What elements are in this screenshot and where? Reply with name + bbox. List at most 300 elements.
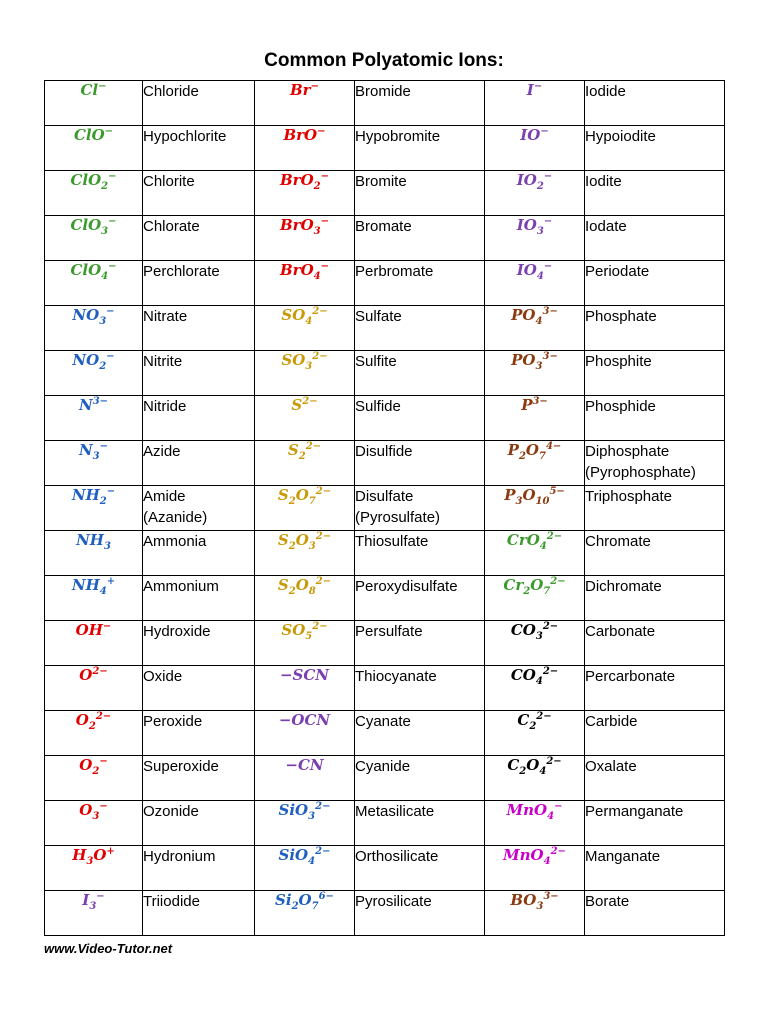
- ion-formula: [485, 441, 585, 486]
- ion-charge: 3−: [543, 891, 559, 902]
- ion-name: [355, 306, 485, 351]
- formula-element: P: [521, 396, 533, 414]
- ion-name: [585, 486, 725, 531]
- formula-subscript: 3: [92, 811, 100, 822]
- ion-formula: [45, 846, 143, 891]
- formula-subscript: 7: [543, 586, 551, 597]
- ion-formula: [485, 531, 585, 576]
- formula-element: O: [295, 486, 309, 504]
- formula-element: O: [79, 666, 93, 684]
- formula-subscript: 5: [305, 631, 313, 642]
- formula-element: −SCN: [279, 666, 330, 684]
- ion-charge: −: [320, 216, 329, 227]
- ion-charge: −: [108, 171, 117, 182]
- formula-element: NO: [72, 351, 100, 369]
- ion-charge: 2−: [315, 801, 331, 812]
- ion-name-text: Metasilicate: [355, 803, 435, 820]
- formula-element: CO: [510, 666, 536, 684]
- formula-element: I: [526, 81, 534, 99]
- ion-formula: [485, 711, 585, 756]
- table-row: [45, 666, 725, 711]
- ion-name: [355, 621, 485, 666]
- ion-formula: [255, 441, 355, 486]
- formula-element: BrO: [279, 171, 314, 189]
- ion-formula: [45, 711, 143, 756]
- ion-charge: +: [106, 576, 116, 587]
- formula-element: −OCN: [278, 711, 331, 729]
- ion-name: [355, 891, 485, 936]
- formula-element: IO: [520, 126, 541, 144]
- ion-name-text: Phosphate: [585, 308, 657, 325]
- formula-subscript: 4: [539, 766, 547, 777]
- ion-charge: 2−: [542, 666, 559, 677]
- ion-name: [143, 621, 255, 666]
- formula-subscript: 7: [308, 496, 316, 507]
- table-row: [45, 711, 725, 756]
- ion-formula: [45, 801, 143, 846]
- ion-name-text: Oxide: [143, 668, 183, 685]
- formula-subscript: 2: [313, 181, 321, 192]
- ion-formula: [45, 441, 143, 486]
- ion-charge: 2−: [95, 711, 112, 722]
- ion-formula: [45, 396, 143, 441]
- ion-formula: [45, 306, 143, 351]
- formula-subscript: 8: [308, 586, 316, 597]
- ion-name: [355, 396, 485, 441]
- ion-charge: −: [320, 261, 329, 272]
- ion-charge: +: [106, 846, 115, 857]
- ion-name-text: Permanganate: [585, 803, 684, 820]
- ion-charge: 2−: [312, 351, 328, 362]
- formula-element: IO: [516, 261, 537, 279]
- ion-charge: 2−: [305, 441, 322, 452]
- formula-element: N: [78, 396, 93, 414]
- formula-subscript: 2: [92, 766, 100, 777]
- formula-subscript: 4: [313, 271, 321, 282]
- ion-formula: [255, 216, 355, 261]
- ion-name: [143, 216, 255, 261]
- formula-subscript: 3: [89, 901, 97, 912]
- ion-charge: 2−: [315, 576, 332, 587]
- formula-element: PO: [511, 306, 536, 324]
- ion-formula: [255, 621, 355, 666]
- ion-name-text: Chlorate: [143, 218, 200, 235]
- ion-formula: [485, 171, 585, 216]
- ion-formula: [255, 396, 355, 441]
- formula-element: NH: [71, 486, 100, 504]
- table-row: [45, 306, 725, 351]
- ion-name-text: Hydronium: [143, 848, 216, 865]
- ion-charge: 2−: [315, 846, 331, 857]
- ion-charge: −: [106, 351, 115, 362]
- formula-element: SiO: [278, 801, 309, 819]
- ion-name-text: Peroxide: [143, 713, 203, 730]
- formula-element: N: [78, 441, 93, 459]
- ion-name-text: Cyanide: [355, 758, 411, 775]
- ion-formula: [45, 126, 143, 171]
- ion-formula: [45, 261, 143, 306]
- formula-element: Cr: [503, 576, 524, 594]
- ion-name-text: Oxalate: [585, 758, 637, 775]
- table-row: [45, 261, 725, 306]
- formula-element: C: [517, 711, 530, 729]
- ion-name-text: Superoxide: [143, 758, 219, 775]
- formula-subscript: 3: [308, 811, 316, 822]
- ion-name-text: Peroxydisulfate: [355, 578, 458, 595]
- ion-name: [143, 486, 255, 531]
- ion-name: [355, 666, 485, 711]
- ion-name-text: Ozonide: [143, 803, 199, 820]
- ion-name: [355, 756, 485, 801]
- formula-subscript: 2: [298, 451, 306, 462]
- ion-charge: −: [106, 486, 116, 497]
- ion-name-text: Thiocyanate: [355, 668, 437, 685]
- ion-charge: −: [543, 216, 553, 227]
- formula-element: CO: [510, 621, 536, 639]
- formula-subscript: 2: [518, 451, 526, 462]
- ion-name: [585, 711, 725, 756]
- ion-charge: −: [533, 81, 543, 92]
- ion-formula: [485, 846, 585, 891]
- formula-element: Cl: [80, 81, 99, 99]
- table-row: [45, 81, 725, 126]
- table-row: [45, 576, 725, 621]
- formula-subscript: 4: [547, 811, 555, 822]
- ion-name-text: Sulfate: [355, 308, 402, 325]
- ion-name-text: Iodite: [585, 173, 622, 190]
- ion-name: [585, 261, 725, 306]
- ion-formula: [485, 621, 585, 666]
- ion-formula: [255, 891, 355, 936]
- ion-name: [585, 351, 725, 396]
- ion-name-text: Periodate: [585, 263, 650, 280]
- formula-subscript: 4: [305, 316, 313, 327]
- formula-subscript: 3: [313, 226, 321, 237]
- formula-element: SO: [281, 621, 306, 639]
- formula-element: S: [277, 576, 289, 594]
- ion-name-text: Perbromate: [355, 263, 434, 280]
- formula-element: BrO: [279, 261, 314, 279]
- table-row: [45, 216, 725, 261]
- formula-subscript: 2: [529, 721, 537, 732]
- ion-charge: 2−: [542, 621, 559, 632]
- ion-name-text: Carbonate: [585, 623, 656, 640]
- ion-name: [585, 396, 725, 441]
- table-row: [45, 621, 725, 666]
- formula-element: S: [277, 531, 289, 549]
- formula-subscript: 3: [101, 226, 109, 237]
- table-row: [45, 171, 725, 216]
- ion-name: [355, 846, 485, 891]
- formula-element: O: [522, 486, 536, 504]
- ion-name: [143, 126, 255, 171]
- ion-name-text: Iodate: [585, 218, 627, 235]
- table-row: [45, 351, 725, 396]
- formula-subscript: 4: [543, 856, 551, 867]
- ion-name-text: Bromate: [355, 218, 412, 235]
- formula-element: O: [525, 441, 539, 459]
- formula-subscript: 2: [99, 361, 107, 372]
- ion-name: [585, 216, 725, 261]
- formula-subscript: 2: [288, 541, 296, 552]
- formula-element: O: [93, 846, 107, 864]
- ion-charge: −: [106, 306, 115, 317]
- ion-formula: [485, 891, 585, 936]
- ion-charge: 4−: [545, 441, 562, 452]
- ion-charge: −: [543, 171, 553, 182]
- ion-name: [143, 801, 255, 846]
- formula-subscript: 4: [99, 586, 107, 597]
- ion-name: [143, 531, 255, 576]
- formula-subscript: 3: [536, 226, 544, 237]
- ion-name-text: Disulfate: [355, 488, 414, 505]
- ion-charge: −: [99, 756, 108, 767]
- ion-name-text: Ammonia: [143, 533, 207, 550]
- ion-charge: −: [310, 81, 319, 92]
- ion-formula: [255, 81, 355, 126]
- ion-name-text: Persulfate: [355, 623, 423, 640]
- formula-element: SiO: [278, 846, 309, 864]
- ion-name-text: Chlorite: [143, 173, 195, 190]
- formula-element: ClO: [70, 171, 102, 189]
- ion-charge: −: [104, 126, 114, 137]
- ion-name-text: Dichromate: [585, 578, 662, 595]
- formula-element: O: [75, 711, 89, 729]
- ion-alt-name-text: (Azanide): [143, 509, 208, 526]
- ion-formula: [45, 351, 143, 396]
- ion-formula: [485, 756, 585, 801]
- ion-name: [585, 441, 725, 486]
- ion-name-text: Hydroxide: [143, 623, 211, 640]
- formula-element: IO: [516, 171, 537, 189]
- ion-charge: 2−: [550, 846, 566, 857]
- ion-formula: [45, 216, 143, 261]
- ion-formula: [255, 711, 355, 756]
- formula-subscript: 3: [536, 901, 544, 912]
- formula-element: SO: [281, 306, 306, 324]
- ion-name-text: Amide: [143, 488, 186, 505]
- ion-name-text: Hypoiodite: [585, 128, 656, 145]
- table-row: [45, 756, 725, 801]
- table-row: [45, 801, 725, 846]
- table-row: [45, 126, 725, 171]
- formula-element: O: [298, 891, 312, 909]
- ion-name: [143, 666, 255, 711]
- ion-formula: [45, 171, 143, 216]
- ion-name: [585, 171, 725, 216]
- formula-element: H: [72, 846, 87, 864]
- ion-charge: −: [99, 801, 108, 812]
- ion-charge: 3−: [92, 396, 109, 407]
- ion-name: [585, 576, 725, 621]
- formula-subscript: 4: [539, 541, 547, 552]
- ion-charge: 6−: [318, 891, 334, 902]
- ions-table-body: [45, 81, 725, 936]
- ion-formula: [255, 171, 355, 216]
- ion-charge: 2−: [312, 621, 328, 632]
- ion-formula: [45, 891, 143, 936]
- ion-charge: 3−: [532, 396, 548, 407]
- formula-subscript: 7: [311, 901, 319, 912]
- ion-charge: −: [317, 126, 326, 137]
- ion-name-text: Manganate: [585, 848, 661, 865]
- formula-element: ClO: [70, 261, 102, 279]
- ion-name-text: Perchlorate: [143, 263, 220, 280]
- formula-element: ClO: [73, 126, 105, 144]
- table-row: [45, 531, 725, 576]
- formula-subscript: 2: [99, 496, 107, 507]
- formula-element: NO: [72, 306, 100, 324]
- formula-subscript: 3: [103, 541, 111, 552]
- ion-formula: [485, 306, 585, 351]
- ion-charge: 2−: [536, 711, 552, 722]
- formula-element: O: [79, 801, 93, 819]
- ion-formula: [255, 351, 355, 396]
- ion-name: [355, 216, 485, 261]
- ion-charge: 2−: [315, 486, 332, 497]
- table-row: [45, 486, 725, 531]
- ion-formula: [255, 756, 355, 801]
- ion-charge: 2−: [312, 306, 328, 317]
- ion-charge: 2−: [550, 576, 566, 587]
- ion-charge: −: [554, 801, 563, 812]
- formula-element: I: [82, 891, 90, 909]
- ion-name-text: Diphosphate: [585, 443, 670, 460]
- formula-subscript: 3: [308, 541, 316, 552]
- ion-name: [585, 621, 725, 666]
- ion-formula: [255, 486, 355, 531]
- ion-name: [585, 126, 725, 171]
- ion-name-text: Carbide: [585, 713, 638, 730]
- formula-subscript: 2: [519, 766, 527, 777]
- ion-name: [355, 351, 485, 396]
- formula-subscript: 3: [92, 451, 100, 462]
- formula-element: O: [530, 576, 544, 594]
- ion-name: [355, 801, 485, 846]
- formula-subscript: 7: [539, 451, 546, 462]
- formula-subscript: 2: [536, 181, 544, 192]
- ion-formula: [485, 81, 585, 126]
- ion-name: [143, 396, 255, 441]
- ion-name-text: Chromate: [585, 533, 651, 550]
- ion-formula: [45, 81, 143, 126]
- ion-charge: −: [102, 621, 112, 632]
- ion-formula: [485, 576, 585, 621]
- formula-element: P: [507, 441, 519, 459]
- ion-name: [143, 171, 255, 216]
- ion-name-text: Orthosilicate: [355, 848, 439, 865]
- page-title: Common Polyatomic Ions:: [264, 50, 504, 71]
- ion-name-text: Nitride: [143, 398, 187, 415]
- formula-subscript: 4: [536, 271, 544, 282]
- ion-name-text: Sulfite: [355, 353, 397, 370]
- ion-name: [143, 306, 255, 351]
- formula-subscript: 3: [99, 316, 107, 327]
- ion-charge: 2−: [315, 531, 332, 542]
- ion-name: [143, 81, 255, 126]
- ion-formula: [255, 306, 355, 351]
- ion-name-text: Ammonium: [143, 578, 219, 595]
- ion-charge: 3−: [542, 351, 558, 362]
- formula-element: IO: [516, 216, 537, 234]
- ion-name: [143, 261, 255, 306]
- ion-name-text: Triphosphate: [585, 488, 672, 505]
- polyatomic-ions-table: [44, 80, 725, 936]
- formula-element: S: [287, 441, 299, 459]
- ion-name-text: Thiosulfate: [355, 533, 429, 550]
- ion-charge: −: [540, 126, 549, 137]
- formula-subscript: 2: [291, 901, 299, 912]
- ion-charge: 2−: [92, 666, 108, 677]
- formula-element: O: [295, 576, 309, 594]
- ion-charge: 2−: [546, 531, 563, 542]
- formula-element: O: [295, 531, 309, 549]
- formula-element: PO: [511, 351, 536, 369]
- ion-charge: −: [543, 261, 553, 272]
- ion-name-text: Bromite: [355, 173, 407, 190]
- ion-charge: −: [98, 81, 107, 92]
- ion-name: [143, 351, 255, 396]
- ion-name: [355, 171, 485, 216]
- ion-formula: [45, 621, 143, 666]
- ion-charge: 5−: [549, 486, 565, 497]
- ion-name-text: Hypobromite: [355, 128, 441, 145]
- ion-formula: [485, 801, 585, 846]
- formula-subscript: 4: [101, 271, 109, 282]
- ion-name: [143, 576, 255, 621]
- ion-name-text: Cyanate: [355, 713, 411, 730]
- ion-name: [585, 666, 725, 711]
- ion-name-text: Disulfide: [355, 443, 413, 460]
- formula-element: S: [291, 396, 303, 414]
- ion-name-text: Azide: [143, 443, 181, 460]
- ion-name: [143, 441, 255, 486]
- ion-name: [585, 756, 725, 801]
- ion-formula: [255, 666, 355, 711]
- formula-subscript: 3: [305, 361, 313, 372]
- ion-name: [143, 846, 255, 891]
- formula-subscript: 2: [88, 721, 96, 732]
- ion-name-text: Hypochlorite: [143, 128, 227, 145]
- table-row: [45, 441, 725, 486]
- ion-charge: −: [108, 216, 117, 227]
- formula-subscript: 4: [535, 676, 543, 687]
- formula-element: P: [504, 486, 516, 504]
- ion-charge: −: [108, 261, 117, 272]
- formula-element: O: [79, 756, 93, 774]
- ion-name: [585, 846, 725, 891]
- formula-element: BrO: [279, 216, 314, 234]
- ion-formula: [255, 846, 355, 891]
- ion-name: [355, 576, 485, 621]
- ion-formula: [255, 531, 355, 576]
- ion-formula: [485, 216, 585, 261]
- formula-element: −CN: [285, 756, 324, 774]
- ion-name: [355, 486, 485, 531]
- ion-name-text: Bromide: [355, 83, 411, 100]
- formula-element: NH: [71, 576, 100, 594]
- formula-element: MnO: [506, 801, 548, 819]
- formula-element: NH: [76, 531, 104, 549]
- ion-name-text: Percarbonate: [585, 668, 676, 685]
- ion-charge: −: [96, 891, 105, 902]
- ion-formula: [45, 756, 143, 801]
- ion-charge: 2−: [302, 396, 318, 407]
- ion-alt-name-text: (Pyrophosphate): [585, 464, 696, 481]
- ion-formula: [485, 261, 585, 306]
- ion-formula: [255, 801, 355, 846]
- formula-element: O: [526, 756, 540, 774]
